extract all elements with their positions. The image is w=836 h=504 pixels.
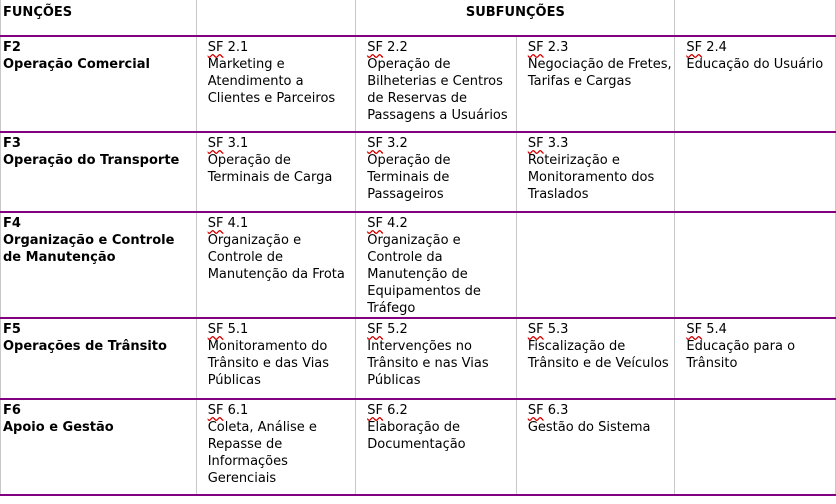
empty-cell <box>516 212 675 318</box>
subfunction-label: Marketing e Atendimento a Clientes e Parceiros <box>207 57 336 106</box>
subfunction-label: Educação do Usuário <box>686 57 824 72</box>
subfunction-number: 2.2 <box>387 40 408 55</box>
empty-cell <box>675 132 836 212</box>
function-code: F2 <box>3 40 21 55</box>
function-cell <box>1 318 197 399</box>
function-cell <box>1 212 197 318</box>
subfunctions-header: SUBFUNÇÕES <box>356 0 675 36</box>
subfunction-code: SF <box>527 40 544 55</box>
subfunction-code: SF <box>686 40 703 55</box>
subfunction-cell <box>356 212 517 318</box>
subfunction-code: SF <box>207 40 224 55</box>
function-cell <box>1 36 197 132</box>
function-name: Operações de Trânsito <box>3 339 167 354</box>
subfunction-label: Operação de Bilheterias e Centros de Reservas de Passagens a Usuários <box>367 57 508 123</box>
subfunction-label: Organização e Controle da Manutenção de Equipamentos de Tráfego <box>367 233 481 316</box>
subfunction-number: 2.1 <box>227 40 249 55</box>
subfunction-code: SF <box>207 322 224 337</box>
subfunction-cell <box>356 132 517 212</box>
subfunction-code: SF <box>367 136 383 151</box>
subfunction-number: 5.4 <box>706 322 727 337</box>
subfunction-number: 6.2 <box>387 403 408 418</box>
subfunction-code: SF <box>527 322 544 337</box>
function-cell <box>1 132 197 212</box>
table-row <box>1 36 836 132</box>
subfunction-label: Intervenções no Trânsito e nas Vias Públicas <box>367 339 489 388</box>
function-name: Operação Comercial <box>3 57 150 72</box>
table-row <box>1 318 836 399</box>
function-name: Apoio e Gestão <box>3 420 114 435</box>
subfunction-code: SF <box>207 216 224 231</box>
subfunction-cell <box>356 36 517 132</box>
subfunction-cell <box>196 399 356 495</box>
subfunction-number: 2.3 <box>547 40 569 55</box>
subfunction-code: SF <box>527 136 544 151</box>
subfunction-number: 5.3 <box>547 322 569 337</box>
subfunction-cell <box>675 36 836 132</box>
subfunction-label: Educação para o Trânsito <box>686 339 796 371</box>
empty-cell <box>675 212 836 318</box>
subfunction-number: 5.2 <box>387 322 408 337</box>
function-code: F4 <box>3 216 21 231</box>
subfunction-cell <box>356 399 517 495</box>
subfunction-number: 5.1 <box>227 322 249 337</box>
subfunction-code: SF <box>207 136 224 151</box>
subfunction-cell <box>516 399 675 495</box>
subfunction-code: SF <box>367 40 383 55</box>
subfunction-number: 6.1 <box>227 403 249 418</box>
function-code: F3 <box>3 136 21 151</box>
subfunction-label: Coleta, Análise e Repasse de Informações Gerenciais <box>207 420 317 486</box>
subfunction-number: 3.1 <box>227 136 249 151</box>
function-name: Operação do Transporte <box>3 153 180 168</box>
table-row <box>1 399 836 495</box>
subfunction-number: 6.3 <box>547 403 569 418</box>
subfunction-label: Organização e Controle de Manutenção da Frota <box>207 233 345 282</box>
subfunction-code: SF <box>527 403 544 418</box>
subfunction-cell <box>196 36 356 132</box>
function-cell <box>1 399 197 495</box>
subfunction-label: Fiscalização de Trânsito e de Veículos <box>527 339 669 371</box>
table-row <box>1 132 836 212</box>
subfunction-number: 3.2 <box>387 136 408 151</box>
function-name: Organização e Controle de Manutenção <box>3 233 175 265</box>
subfunction-number: 3.3 <box>547 136 569 151</box>
subfunction-label: Operação de Terminais de Carga <box>207 153 333 185</box>
subfunctions-header-left-cell <box>196 0 356 36</box>
subfunction-cell <box>675 318 836 399</box>
table-row <box>1 212 836 318</box>
subfunction-label: Monitoramento do Trânsito e das Vias Públicas <box>207 339 330 388</box>
subfunction-label: Operação de Terminais de Passageiros <box>367 153 451 202</box>
subfunction-label: Roteirização e Monitoramento dos Traslados <box>527 153 655 202</box>
function-code: F6 <box>3 403 21 418</box>
subfunction-code: SF <box>367 403 383 418</box>
subfunction-label: Elaboração de Documentação <box>367 420 466 452</box>
subfunction-code: SF <box>367 216 383 231</box>
subfunction-cell <box>516 318 675 399</box>
subfunctions-header-right-cell <box>675 0 836 36</box>
subfunction-number: 4.1 <box>227 216 249 231</box>
function-code: F5 <box>3 322 21 337</box>
subfunction-cell <box>196 318 356 399</box>
subfunction-label: Negociação de Fretes, Tarifas e Cargas <box>527 57 672 89</box>
subfunction-cell <box>516 36 675 132</box>
subfunction-cell <box>516 132 675 212</box>
subfunction-code: SF <box>207 403 224 418</box>
subfunction-code: SF <box>367 322 383 337</box>
subfunction-cell <box>196 212 356 318</box>
subfunction-code: SF <box>686 322 703 337</box>
subfunction-cell <box>356 318 517 399</box>
empty-cell <box>675 399 836 495</box>
header-row <box>1 0 836 36</box>
subfunction-label: Gestão do Sistema <box>527 420 651 435</box>
subfunction-number: 4.2 <box>387 216 408 231</box>
subfunction-number: 2.4 <box>706 40 727 55</box>
subfunction-cell <box>196 132 356 212</box>
functions-header: FUNÇÕES <box>1 0 197 36</box>
